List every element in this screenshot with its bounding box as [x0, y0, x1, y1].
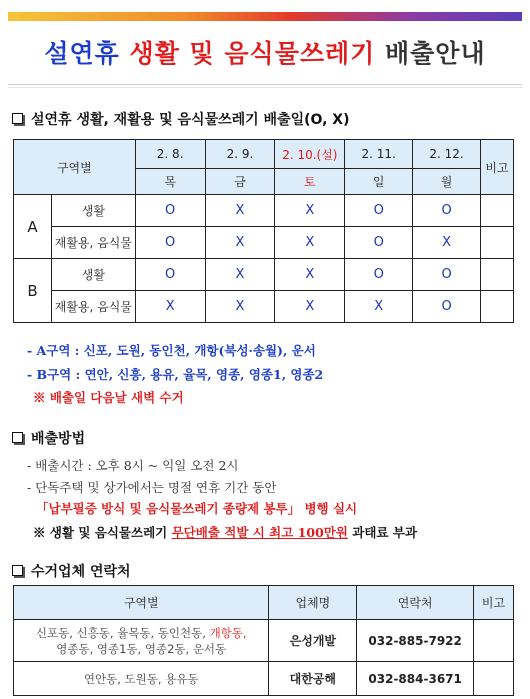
- area-text: 신포동, 신흥동, 율목동, 동인천동,: [35, 625, 210, 640]
- title-part-1: 설연휴: [44, 39, 130, 68]
- waste-type: 재활용, 음식물: [51, 291, 135, 323]
- method-bag-policy: 「납부필증 방식 및 음식물쓰레기 종량제 봉투」 병행 실시: [36, 501, 358, 516]
- date-cell-holiday: 2. 10.(설): [275, 140, 345, 169]
- company-name: 은성개발: [269, 620, 357, 662]
- header-area: 구역별: [14, 586, 269, 620]
- note-cell: [474, 662, 514, 696]
- mark-cell: X: [275, 259, 345, 291]
- title-part-3: 배출안내: [375, 39, 486, 68]
- page-title: [0, 34, 530, 70]
- table-row: [14, 227, 514, 259]
- phone-number: 032-885-7922: [357, 620, 474, 662]
- group-label: A: [14, 195, 52, 259]
- title-divider: [8, 84, 522, 88]
- section-heading-schedule: [12, 109, 350, 129]
- a-area-note: - A구역 : 신포, 도원, 동인천, 개항(북성·송월), 운서: [27, 343, 316, 358]
- checkbox-bullet-icon: [12, 113, 23, 124]
- area-text-highlight: 개항동,: [209, 625, 247, 640]
- waste-type: 생활: [51, 259, 135, 291]
- mark-cell: X: [205, 195, 275, 227]
- fine-notice-pre: ※ 생활 및 음식물쓰레기: [33, 525, 172, 540]
- weekday-cell: 일: [345, 169, 413, 195]
- method-period: - 단독주택 및 상가에서는 명절 연휴 기간 동안: [27, 480, 277, 495]
- contact-area: [14, 620, 269, 662]
- title-part-2: 생활 및 음식물쓰레기: [129, 39, 376, 68]
- mark-cell: X: [345, 291, 413, 323]
- waste-type: 생활: [51, 195, 135, 227]
- weekday-cell: 금: [205, 169, 275, 195]
- table-row: [14, 620, 514, 662]
- area-text: 영종동, 영종1동, 영종2동, 운서동: [56, 641, 227, 656]
- mark-cell: X: [205, 227, 275, 259]
- header-note: 비고: [474, 586, 514, 620]
- b-area-note: - B구역 : 연안, 신흥, 용유, 율목, 영종, 영종1, 영종2: [27, 367, 324, 382]
- schedule-table: [13, 139, 514, 323]
- mark-cell: O: [135, 259, 205, 291]
- mark-cell: X: [275, 195, 345, 227]
- contact-area: [14, 662, 269, 696]
- table-row: [14, 291, 514, 323]
- section-heading-text: 설연휴 생활, 재활용 및 음식물쓰레기 배출일(O, X): [31, 112, 350, 128]
- fine-notice-post: 과태료 부과: [347, 525, 418, 540]
- mark-cell: X: [135, 291, 205, 323]
- mark-cell: O: [413, 195, 481, 227]
- header-phone: 연락처: [357, 586, 474, 620]
- weekday-cell: 목: [135, 169, 205, 195]
- weekday-cell-holiday: 토: [275, 169, 345, 195]
- phone-number: 032-884-3671: [357, 662, 474, 696]
- note-cell: [481, 259, 514, 291]
- weekday-cell: 월: [413, 169, 481, 195]
- header-area: 구역별: [14, 140, 136, 195]
- date-cell: 2. 11.: [345, 140, 413, 169]
- top-gradient-bar: [8, 12, 522, 21]
- company-name: 대한공해: [269, 662, 357, 696]
- contacts-header-row: [14, 586, 514, 620]
- note-cell: [474, 620, 514, 662]
- section-heading-contacts: [12, 561, 131, 581]
- table-row: [14, 259, 514, 291]
- date-cell: 2. 12.: [413, 140, 481, 169]
- checkbox-bullet-icon: [12, 432, 23, 443]
- mark-cell: X: [413, 227, 481, 259]
- table-row: [14, 662, 514, 696]
- fine-notice-amount: 무단배출 적발 시 최고 100만원: [171, 525, 348, 540]
- note-cell: [481, 195, 514, 227]
- mark-cell: O: [413, 259, 481, 291]
- mark-cell: O: [345, 227, 413, 259]
- method-time: - 배출시간 : 오후 8시 ~ 익일 오전 2시: [27, 458, 239, 473]
- mark-cell: O: [345, 259, 413, 291]
- waste-type: 재활용, 음식물: [51, 227, 135, 259]
- mark-cell: O: [345, 195, 413, 227]
- mark-cell: O: [135, 195, 205, 227]
- date-cell: 2. 9.: [205, 140, 275, 169]
- date-cell: 2. 8.: [135, 140, 205, 169]
- contacts-table: [13, 585, 514, 696]
- table-row: [14, 195, 514, 227]
- note-cell: [481, 291, 514, 323]
- section-heading-text: 수거업체 연락처: [31, 564, 131, 580]
- collection-warning: ※ 배출일 다음날 새벽 수거: [33, 390, 184, 405]
- section-heading-text: 배출방법: [31, 431, 86, 447]
- mark-cell: X: [205, 259, 275, 291]
- note-cell: [481, 227, 514, 259]
- area-text: 연안동, 도원동, 용유동: [83, 671, 199, 686]
- header-note: 비고: [481, 140, 514, 195]
- mark-cell: O: [135, 227, 205, 259]
- checkbox-bullet-icon: [12, 565, 23, 576]
- section-heading-method: [12, 428, 85, 448]
- header-company: 업체명: [269, 586, 357, 620]
- mark-cell: X: [275, 227, 345, 259]
- fine-notice: [33, 523, 417, 541]
- mark-cell: O: [413, 291, 481, 323]
- group-label: B: [14, 259, 52, 323]
- schedule-date-row: [14, 140, 514, 169]
- mark-cell: X: [275, 291, 345, 323]
- mark-cell: X: [205, 291, 275, 323]
